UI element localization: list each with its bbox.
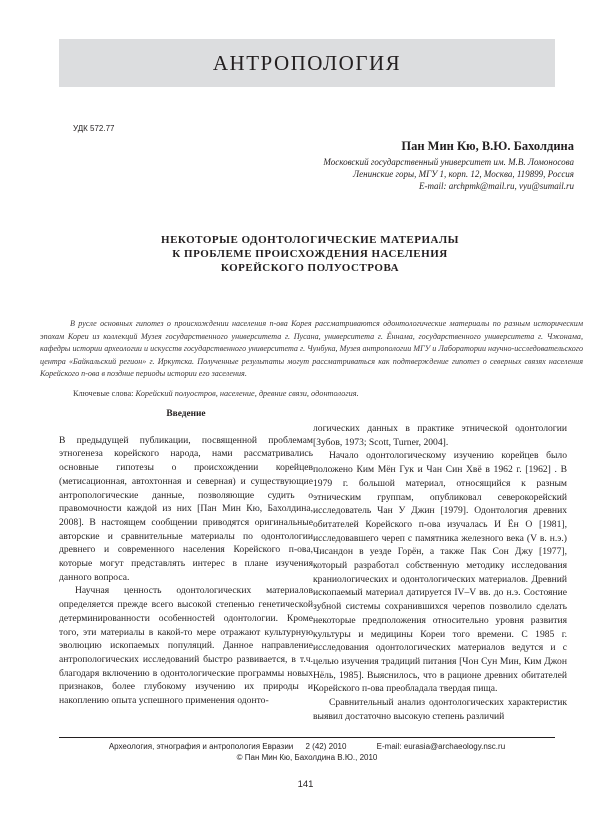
journal-issue: 2 (42) [305,742,327,751]
left-column [59,400,313,708]
paragraph: В предыдущей публикации, посвященной проблемам этногенеза корейского народа, нами рассматривались основные гипотезы о происхождении корейцев (метисационная, автохтонная и северная) и существующие антропологические данные, позволяющие судить о правомочности каждой из них [Пан Мин Кю, Бахолдина, 2008]. В настоящем сообщении приводятся оригинальные авторские и сравнительные материалы по одонтологии древнего и современного населения Корейского п-ова, которые могут представлять интерес в плане изучения данного вопроса. [59,434,313,583]
journal-name: Археология, этнография и антропология Евразии [108,742,294,751]
journal-line [59,741,555,752]
section-heading-introduction: Введение [166,409,206,419]
abstract: В русле основных гипотез о происхождении населения п-ова Корея рассматриваются одонтологические материалы по разным историческим эпохам Кореи из коллекций Музея государственного университета г. Пусана, университета г. Ённама, государственного университета г. Чжонама, кафедры истории археологии и искусств государственного университета г. Чунбука, Музея антропологии МГУ и Лаборатории научно-исследовательского центра «Байкальский регион» г. Иркутска. Полученные результаты могут рассматриваться как подтверждение гипотез о северных связях населения Корейского п-ова в поздние периоды истории его заселения. [40,319,583,378]
footer-divider [59,737,555,738]
title-line: НЕКОТОРЫЕ ОДОНТОЛОГИЧЕСКИЕ МАТЕРИАЛЫ [161,234,459,246]
email-line: E-mail: archpmk@mail.ru, vyu@sumail.ru [419,181,574,191]
page-number: 141 [297,779,314,790]
paragraph: логических данных в практике этнической одонтологии [Зубов, 1973; Scott, Turner, 2004]. [313,423,567,448]
paragraph: Сравнительный анализ одонтологических характеристик выявил достаточно высокую степень различий [313,697,567,722]
right-column [313,422,567,723]
keywords-values: Корейский полуостров, население, древние связи, одонтология. [135,389,359,398]
footer [59,741,555,763]
author-names: Пан Мин Кю, В.Ю. Бахолдина [401,139,574,153]
paragraph: Начало одонтологическому изучению корейцев было положено Ким Мён Гук и Чан Син Хвё в 1962 г. [1962] . В 1979 г. большой материал, относящийся к разным этническим группам, опубликовал северокорейский исследователь Чан У Джин [1979]. Одонтология древних обитателей Корейского п-ова изучалась И Ён О [1981], исследовавшего череп с памятника железного века (V в. н.э.) Чисандон в уезде Горён, а также Пак Сон Джу [1977], который разработал собственную методику исследования краниологических и одонтологических материалов. Древний ископаемый материал датируется IV–V вв. до н.э. Состояние зубной системы сохранившихся черепов позволило сделать некоторые предположения относительно уровня развития культуры и медицины Кореи того времени. С 1985 г. исследования одонтологических материалов ведутся и с целью изучения традиций питания [Чон Сун Мин, Ким Джон Нёль, 1985]. Выяснилось, что в рационе древних обитателей Корейского п-ова преобладала твердая пища. [313,450,567,695]
section-title: АНТРОПОЛОГИЯ [212,50,402,75]
author-block [323,139,574,192]
udk-code: УДК 572.77 [73,124,115,133]
copyright: © Пан Мин Кю, Бахолдина В.Ю., 2010 [236,753,378,762]
title-line: К ПРОБЛЕМЕ ПРОИСХОЖДЕНИЯ НАСЕЛЕНИЯ [172,248,448,260]
journal-email: E-mail: eurasia@archaeology.nsc.ru [376,742,506,751]
paragraph: Научная ценность одонтологических материалов определяется прежде всего высокой степенью генетической детерминированности особенностей одонтологии. Кроме того, эти материалы в какой-то мере отражают культурную эволюцию ископаемых популяций. Данное направление антропологических исследований быстро развивается, в т.ч. благодаря включению в одонтологические программы новых признаков, более глубокому изучению их природы и накоплению опыта успешного применения одонто- [59,585,313,707]
title-line: КОРЕЙСКОГО ПОЛУОСТРОВА [220,262,400,274]
affiliation-line: Московский государственный университет им. М.В. Ломоносова [323,157,574,167]
journal-year: 2010 [328,742,347,751]
article-title [100,233,520,275]
keywords-label: Ключевые слова: [73,389,134,398]
section-header-band [59,39,555,87]
address-line: Ленинские горы, МГУ 1, корп. 12, Москва, 119899, Россия [353,169,574,179]
keywords [73,389,359,398]
